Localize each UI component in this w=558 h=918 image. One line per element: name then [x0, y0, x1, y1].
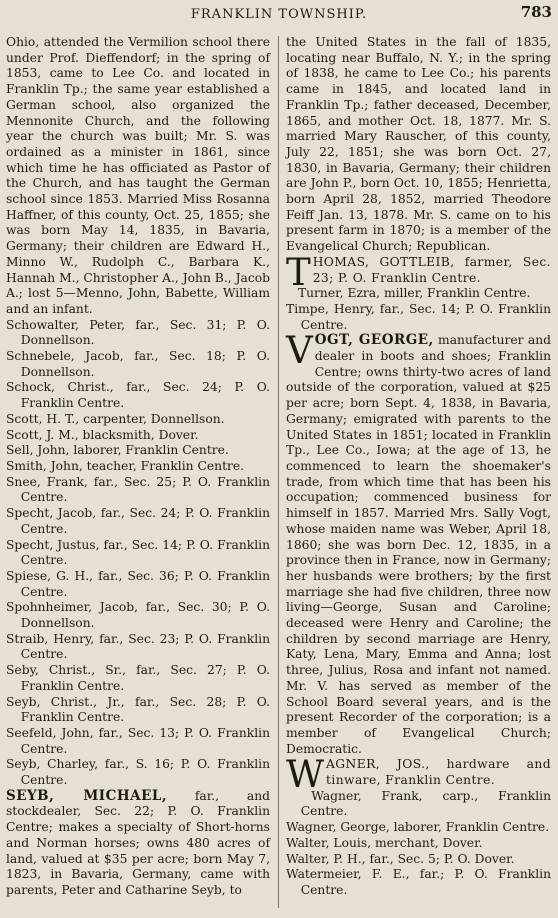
directory-entry: Spohnheimer, Jacob, far., Sec. 30; P. O. Donnellson. — [6, 600, 270, 631]
directory-entry: Seby, Christ., Sr., far., Sec. 27; P. O. Franklin Centre. — [6, 663, 270, 693]
right-column — [286, 35, 551, 899]
directory-entry: Turner, Ezra, miller, Franklin Centre. — [297, 286, 531, 301]
seyb-michael-text: far., and stockdealer, Sec. 22; P. O. Franklin Centre; makes a specialty of Short-horns and Norman horses; owns 480 acres of land, valued at $35 per acre; born May 7, 1823, in Bavaria, Germany, came with parents, Peter and Catharine Seyb, to — [6, 788, 270, 897]
directory-entry: Schnebele, Jacob, far., Sec. 18; P. O. Donnellson. — [6, 349, 270, 379]
vogt-name: OGT, GEORGE, — [314, 332, 434, 349]
directory-entry: Schock, Christ., far., Sec. 24; P. O. Franklin Centre. — [6, 380, 270, 411]
directory-entry: Seyb, Christ., Jr., far., Sec. 28; P. O. Franklin Centre. — [6, 694, 270, 725]
directory-entry: Walter, Louis, merchant, Dover. — [286, 835, 483, 850]
directory-entry: Smith, John, teacher, Franklin Centre. — [6, 458, 245, 473]
wagner-entry — [286, 753, 551, 797]
directory-entry: Spiese, G. H., far., Sec. 36; P. O. Franklin Centre. — [6, 568, 270, 599]
seyb-michael-entry — [6, 789, 270, 899]
dropcap-v: V — [286, 329, 313, 373]
thomas-text: HOMAS, GOTTLEIB, farmer, Sec. 23; P. O. Franklin Centre. — [312, 254, 551, 285]
directory-entry: Sell, John, laborer, Franklin Centre. — [6, 443, 229, 458]
biography-continuation: Ohio, attended the Vermilion school there under Prof. Dieffendorf; in the spring of 1853, came to Lee Co. and located in Franklin Tp.; the same year established a German school, also organized the Mennonite Church, and the following year the church was built; Mr. S. was ordained as a minister in 1861, since which time he has officiated as Pastor of the Church, and has taught the German school since 1853. Married Miss Rosanna Haffner, of this county, Oct. 25, 1855; she was born May 14, 1835, in Bavaria, Germany; their children are Edward H., Minno W., Rudolph C., Barbara K., Hannah M., Christopher A., John B., Jacob A.; lost 5—Menno, John, Babette, William and an infant. — [6, 35, 270, 316]
directory-entry: Timpe, Henry, far., Sec. 14; P. O. Franklin Centre. — [286, 301, 551, 332]
vogt-text: manufacturer and dealer in boots and shoes; Franklin Centre; owns thirty-two acres of land outside of the corporation, valued at $25 per acre; born Sept. 4, 1838, in Bavaria, Germany; emigrated with parents to the United States in 1851; located in Franklin Tp., Lee Co., Iowa; at the age of 13, he commenced to learn the shoemaker's trade, from which time that has been his occupation; commenced business for himself in 1857. Married Mrs. Sally Vogt, whose maiden name was Weber, April 18, 1860; she was born Dec. 12, 1835, in a province then in France, now in Germany; her husbands were brothers; by the first marriage she had five children, three now living—George, Susan and Caroline; deceased were Henry and Caroline; the children by second marriage are Henry, Katy, Lena, Mary, Emma and Anna; lost three, Julius, Rosa and infant not named. Mr. V. has served as member of the School Board several years, and is the present Recorder of the corporation; is a member of Evangelical Church; Democratic. — [286, 333, 552, 756]
dropcap-t: T — [286, 250, 311, 294]
directory-entry: Watermeier, F. E., far.; P. O. Franklin Centre. — [286, 867, 551, 897]
directory-entry: Scott, J. M., blacksmith, Dover. — [6, 427, 199, 442]
directory-entry: Walter, P. H., far., Sec. 5; P. O. Dover. — [286, 851, 515, 866]
page-header — [0, 3, 558, 25]
page-number: 783 — [520, 3, 552, 21]
directory-entry: Wagner, Frank, carp., Franklin Centre. — [300, 788, 551, 819]
directory-entry: Specht, Jacob, far., Sec. 24; P. O. Franklin Centre. — [6, 506, 270, 536]
directory-entry: Scott, H. T., carpenter, Donnellson. — [6, 411, 225, 426]
wagner-text: AGNER, JOS., hardware and tinware, Franklin Centre. — [326, 757, 551, 788]
seyb-bio-continuation: the United States in the fall of 1835, locating near Buffalo, N. Y.; in the spring of 1838, he came to Lee Co.; his parents came in 1845, and located land in Franklin Tp.; father deceased, December, 1865, and mother Oct. 18, 1877. Mr. S. married Mary Rauscher, of this county, July 22, 1851; she was born Oct. 27, 1830, in Bavaria, Germany; their children are John P., born Oct. 10, 1855; Henrietta, born April 28, 1852, married Theodore Feiff Jan. 13, 1878. Mr. S. came on to his present farm in 1870; is a member of the Evangelical Church; Republican. — [286, 35, 551, 254]
column-divider — [278, 36, 279, 908]
directory-entry: Seyb, Charley, far., S. 16; P. O. Franklin Centre. — [6, 757, 270, 788]
directory-entry: Straib, Henry, far., Sec. 23; P. O. Franklin Centre. — [6, 631, 270, 662]
dropcap-w: W — [286, 753, 325, 797]
running-head: FRANKLIN TOWNSHIP. — [190, 7, 368, 22]
directory-entry: Specht, Justus, far., Sec. 14; P. O. Franklin Centre. — [6, 537, 270, 568]
directory-entry: Wagner, George, laborer, Franklin Centre. — [286, 820, 550, 835]
seyb-michael-name: SEYB, MICHAEL, — [6, 787, 168, 804]
directory-entry: Snee, Frank, far., Sec. 25; P. O. Franklin Centre. — [6, 474, 270, 505]
directory-entry: Schowalter, Peter, far., Sec. 31; P. O. Donnellson. — [6, 317, 270, 348]
vogt-entry — [286, 329, 552, 757]
directory-entry: Seefeld, John, far., Sec. 13; P. O. Franklin Centre. — [6, 725, 270, 756]
left-column — [6, 35, 270, 899]
